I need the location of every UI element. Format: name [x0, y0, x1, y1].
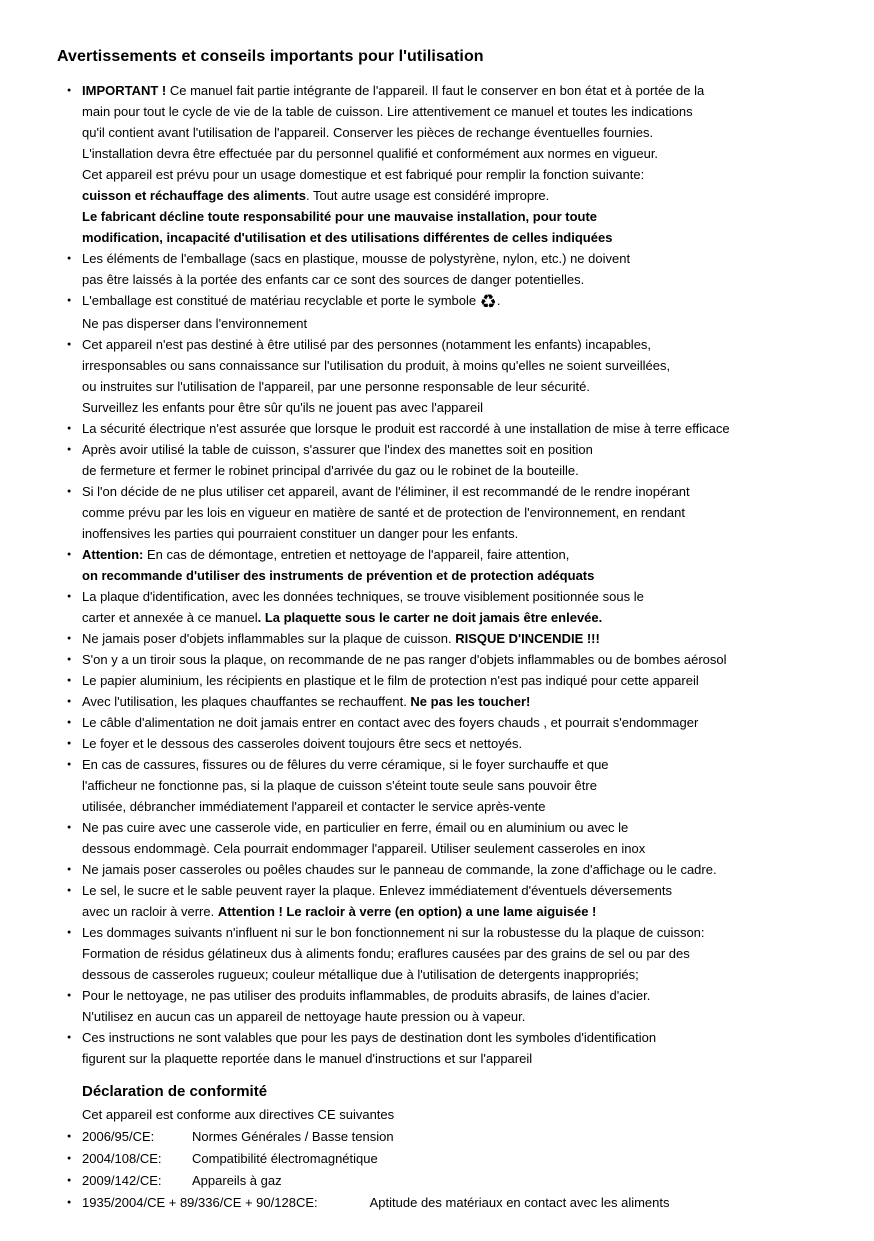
page-title: Avertissements et conseils importants pour l'utilisation	[57, 48, 484, 65]
text-run: Ne pas cuire avec une casserole vide, en particulier en ferre, émail ou en aluminium ou avec le	[82, 820, 629, 835]
warning-text	[82, 439, 836, 481]
text-run: Ne pas les toucher!	[410, 694, 531, 709]
text-run: En cas de cassures, fissures ou de fêlures du verre céramique, si le foyer surchauffe et que	[82, 757, 609, 772]
text-run: Avec l'utilisation, les plaques chauffantes se rechauffent.	[82, 694, 411, 709]
text-run: de fermeture et fermer le robinet principal d'arrivée du gaz ou le robinet de la bouteille.	[82, 463, 579, 478]
warning-item	[67, 670, 836, 691]
text-run: L'installation devra être effectuée par du personnel qualifié et conformément aux normes en vigueur.	[82, 146, 659, 161]
text-run: modification, incapacité d'utilisation et des utilisations différentes de celles indiquées	[82, 230, 613, 245]
text-run: inoffensives les parties qui pourraient constituer un danger pour les enfants.	[82, 526, 519, 541]
bullet-icon: ●	[67, 255, 72, 262]
warning-item	[67, 985, 836, 1027]
conformity-title: Déclaration de conformité	[82, 1083, 268, 1100]
bullet-icon: ●	[67, 446, 72, 453]
text-run: . Tout autre usage est considéré impropre.	[305, 188, 550, 203]
bullet-icon: ●	[67, 1177, 72, 1184]
directive-code: 2004/108/CE:	[82, 1151, 162, 1166]
warning-item	[67, 880, 836, 922]
bullet-icon: ●	[67, 551, 72, 558]
directive-label: Compatibilité électromagnétique	[192, 1151, 378, 1166]
bullet-icon: ●	[67, 866, 72, 873]
warning-text	[82, 712, 836, 733]
text-run: Attention:	[82, 547, 144, 562]
text-run: Après avoir utilisé la table de cuisson, s'assurer que l'index des manettes soit en position	[82, 442, 593, 457]
conformity-item	[67, 1126, 836, 1148]
warning-text	[82, 649, 836, 670]
bullet-icon: ●	[67, 1133, 72, 1140]
text-run: Ne pas disperser dans l'environnement	[82, 316, 308, 331]
warning-item	[67, 586, 836, 628]
text-run: Ne jamais poser d'objets inflammables sur la plaque de cuisson.	[82, 631, 456, 646]
text-run: figurent sur la plaquette reportée dans le manuel d'instructions et sur l'appareil	[82, 1051, 533, 1066]
text-run: Cet appareil n'est pas destiné à être utilisé par des personnes (notamment les enfants) incapables,	[82, 337, 652, 352]
bullet-icon: ●	[67, 593, 72, 600]
conformity-text	[82, 1170, 836, 1192]
conformity-intro: Cet appareil est conforme aux directives CE suivantes	[82, 1107, 395, 1122]
text-run: . La plaquette sous le carter ne doit jamais être enlevée.	[257, 610, 603, 625]
bullet-icon: ●	[67, 1034, 72, 1041]
warning-text	[82, 880, 836, 922]
conformity-section	[67, 1083, 836, 1214]
text-run: pas être laissés à la portée des enfants car ce sont des sources de danger potentielles.	[82, 272, 585, 287]
warning-item	[67, 418, 836, 439]
bullet-icon: ●	[67, 341, 72, 348]
text-run: Le câble d'alimentation ne doit jamais entrer en contact avec des foyers chauds , et pourrait s'endommager	[82, 715, 699, 730]
warning-item	[67, 439, 836, 481]
warning-text	[82, 859, 836, 880]
conformity-text	[82, 1192, 836, 1214]
bullet-icon: ●	[67, 887, 72, 894]
bullet-icon: ●	[67, 1199, 72, 1206]
warning-text	[82, 544, 836, 586]
text-run: Si l'on décide de ne plus utiliser cet appareil, avant de l'éliminer, il est recommandé de le rendre inopérant	[82, 484, 690, 499]
bullet-icon: ●	[67, 992, 72, 999]
warning-text	[82, 248, 836, 290]
text-run: Formation de résidus gélatineux dus à aliments fondu; eraflures causées par des grains de sel ou par des	[82, 946, 690, 961]
warning-item	[67, 733, 836, 754]
text-run: avec un racloir à verre.	[82, 904, 218, 919]
bullet-icon: ●	[67, 635, 72, 642]
text-run: carter et annexée à ce manuel	[82, 610, 258, 625]
warning-text	[82, 628, 836, 649]
text-run: dessous endommagè. Cela pourrait endommager l'appareil. Utiliser seulement casseroles en inox	[82, 841, 646, 856]
text-run: Les éléments de l'emballage (sacs en plastique, mousse de polystyrène, nylon, etc.) ne doivent	[82, 251, 631, 266]
bullet-icon: ●	[67, 656, 72, 663]
conformity-item	[67, 1170, 836, 1192]
text-run: Le foyer et le dessous des casseroles doivent toujours être secs et nettoyés.	[82, 736, 523, 751]
text-run: Ne jamais poser casseroles ou poêles chaudes sur le panneau de commande, la zone d'affichage ou le cadre.	[82, 862, 717, 877]
bullet-icon: ●	[67, 929, 72, 936]
text-run: En cas de démontage, entretien et nettoyage de l'appareil, faire attention,	[143, 547, 570, 562]
conformity-item	[67, 1192, 836, 1214]
directive-label: Aptitude des matériaux en contact avec les aliments	[369, 1195, 670, 1210]
text-run: Surveillez les enfants pour être sûr qu'ils ne jouent pas avec l'appareil	[82, 400, 483, 415]
text-run: main pour tout le cycle de vie de la table de cuisson. Lire attentivement ce manuel et toutes les indications	[82, 104, 693, 119]
text-run: l'afficheur ne fonctionne pas, si la plaque de cuisson s'éteint toute seule sans pouvoir être	[82, 778, 597, 793]
warning-item	[67, 712, 836, 733]
warning-text	[82, 670, 836, 691]
warning-item	[67, 248, 836, 290]
warning-item	[67, 290, 836, 334]
warning-item	[67, 859, 836, 880]
bullet-icon: ●	[67, 677, 72, 684]
text-run: Ces instructions ne sont valables que pour les pays de destination dont les symboles d'identification	[82, 1030, 657, 1045]
bullet-icon: ●	[67, 87, 72, 94]
warning-text	[82, 418, 836, 439]
warning-text	[82, 586, 836, 628]
warning-item	[67, 754, 836, 817]
text-run: Attention ! Le racloir à verre (en option) a une lame aiguisée !	[217, 904, 597, 919]
directive-code: 2009/142/CE:	[82, 1173, 162, 1188]
recycling-icon: ♻	[479, 291, 497, 313]
warning-text	[82, 985, 836, 1027]
warning-item	[67, 481, 836, 544]
text-run: IMPORTANT !	[82, 83, 170, 98]
warning-text	[82, 80, 836, 248]
bullet-icon: ●	[67, 740, 72, 747]
text-run: utilisée, débrancher immédiatement l'appareil et contacter le service après-vente	[82, 799, 546, 814]
text-run: Le papier aluminium, les récipients en plastique et le film de protection n'est pas indiqué pour cette appareil	[82, 673, 699, 688]
directive-code: 2006/95/CE:	[82, 1129, 155, 1144]
text-run: La plaque d'identification, avec les données techniques, se trouve visiblement positionnée sous le	[82, 589, 644, 604]
warning-item	[67, 1027, 836, 1069]
warning-text	[82, 922, 836, 985]
warning-item	[67, 691, 836, 712]
warning-text	[82, 691, 836, 712]
text-run: RISQUE D'INCENDIE !!!	[455, 631, 600, 646]
warning-item	[67, 544, 836, 586]
warning-item	[67, 922, 836, 985]
warning-item	[67, 334, 836, 418]
text-run: dessous de casseroles rugueux; couleur métallique due à l'utilisation de detergents inappropriés;	[82, 967, 639, 982]
bullet-icon: ●	[67, 297, 72, 304]
text-run: cuisson et réchauffage des aliments	[82, 188, 306, 203]
text-run: irresponsables ou sans connaissance sur l'utilisation du produit, à moins qu'elles ne soient surveillées,	[82, 358, 671, 373]
warning-text	[82, 1027, 836, 1069]
warning-text	[82, 754, 836, 817]
text-run: Ce manuel fait partie intégrante de l'appareil. Il faut le conserver en bon état et à portée de la	[169, 83, 705, 98]
directive-code: 1935/2004/CE + 89/336/CE + 90/128CE:	[82, 1195, 318, 1210]
warning-item	[67, 817, 836, 859]
warning-item	[67, 649, 836, 670]
directive-label: Normes Générales / Basse tension	[192, 1129, 394, 1144]
warning-text	[82, 290, 836, 334]
text-run: comme prévu par les lois en vigueur en matière de santé et de protection de l'environnement, en rendant	[82, 505, 686, 520]
directive-label: Appareils à gaz	[192, 1173, 282, 1188]
bullet-icon: ●	[67, 824, 72, 831]
bullet-icon: ●	[67, 761, 72, 768]
text-run: qu'il contient avant l'utilisation de l'appareil. Conserver les pièces de rechange éventuelles fournies.	[82, 125, 654, 140]
text-run: L'emballage est constitué de matériau recyclable et porte le symbole	[82, 293, 480, 308]
text-run: Les dommages suivants n'influent ni sur le bon fonctionnement ni sur la robustesse du la plaque de cuisson:	[82, 925, 705, 940]
conformity-list	[67, 1126, 836, 1214]
bullet-icon: ●	[67, 698, 72, 705]
warning-text	[82, 481, 836, 544]
warning-text	[82, 817, 836, 859]
warnings-list	[67, 80, 836, 1069]
conformity-text	[82, 1148, 836, 1170]
text-run: S'on y a un tiroir sous la plaque, on recommande de ne pas ranger d'objets inflammables ou de bombes aérosol	[82, 652, 727, 667]
text-run: Le fabricant décline toute responsabilité pour une mauvaise installation, pour toute	[82, 209, 598, 224]
bullet-icon: ●	[67, 425, 72, 432]
text-run: ou instruites sur l'utilisation de l'appareil, par une personne responsable de leur sécurité.	[82, 379, 590, 394]
bullet-icon: ●	[67, 1155, 72, 1162]
warning-text	[82, 733, 836, 754]
conformity-item	[67, 1148, 836, 1170]
conformity-text	[82, 1126, 836, 1148]
bullet-icon: ●	[67, 719, 72, 726]
warning-item	[67, 628, 836, 649]
bullet-icon: ●	[67, 488, 72, 495]
text-run: .	[496, 293, 501, 308]
text-run: on recommande d'utiliser des instruments de prévention et de protection adéquats	[82, 568, 595, 583]
text-run: Le sel, le sucre et le sable peuvent rayer la plaque. Enlevez immédiatement d'éventuels déversements	[82, 883, 672, 898]
warning-text	[82, 334, 836, 418]
warning-item	[67, 80, 836, 248]
text-run: Cet appareil est prévu pour un usage domestique et est fabriqué pour remplir la fonction suivante:	[82, 167, 645, 182]
text-run: N'utilisez en aucun cas un appareil de nettoyage haute pression ou à vapeur.	[82, 1009, 526, 1024]
text-run: Pour le nettoyage, ne pas utiliser des produits inflammables, de produits abrasifs, de laines d'acier.	[82, 988, 651, 1003]
text-run: La sécurité électrique n'est assurée que lorsque le produit est raccordé à une installation de mise à terre efficace	[82, 421, 730, 436]
